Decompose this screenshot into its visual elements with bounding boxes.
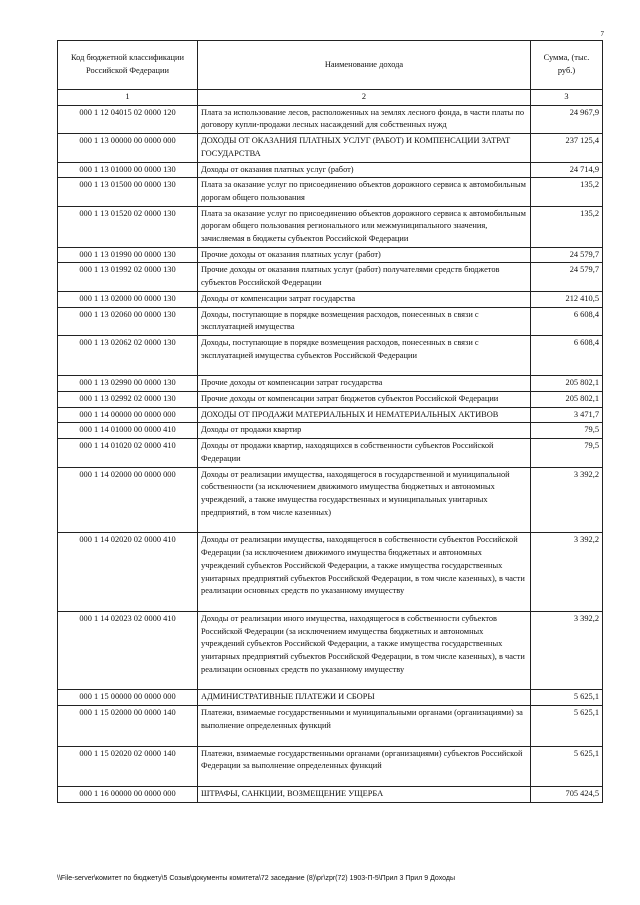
income-name-cell: Доходы от продажи квартир, находящихся в собственности субъектов Российской Федерации [198, 439, 531, 467]
amount-cell: 24 579,7 [531, 263, 603, 291]
table-row [58, 786, 603, 802]
amount-cell: 3 392,2 [531, 533, 603, 612]
table-row [58, 335, 603, 375]
income-name-cell: ШТРАФЫ, САНКЦИИ, ВОЗМЕЩЕНИЕ УЩЕРБА [198, 786, 531, 802]
amount-cell: 3 392,2 [531, 611, 603, 690]
table-row [58, 407, 603, 423]
table-row [58, 611, 603, 690]
income-name-cell: Плата за оказание услуг по присоединению объектов дорожного сервиса к автомобильным дорогам общего пользования [198, 178, 531, 206]
table-row [58, 307, 603, 335]
income-name-cell: Прочие доходы от компенсации затрат бюджетов субъектов Российской Федерации [198, 392, 531, 408]
file-path-footer: \\File-server\комитет по бюджету\5 Созыв\документы комитета\72 заседание (8)\рг\zpr(72) 1903-П-5\Прил 3 Прил 9 Доходы [57, 875, 455, 882]
budget-code-cell: 000 1 13 00000 00 0000 000 [58, 134, 198, 162]
column-number: 1 [58, 90, 198, 106]
table-row [58, 439, 603, 467]
budget-code-cell: 000 1 14 00000 00 0000 000 [58, 407, 198, 423]
table-row [58, 263, 603, 291]
amount-cell: 212 410,5 [531, 291, 603, 307]
budget-code-cell: 000 1 14 01000 00 0000 410 [58, 423, 198, 439]
income-name-cell: Доходы от реализации имущества, находящегося в собственности субъектов Российской Федерации (за исключением движимого имущества бюджетных и автономных учреждений субъектов Российской Федерации, а также имущества государственных унитарных предприятий субъектов Российской Федерации, в том числе казенных), в части реализации основных средств по указанному имуществу [198, 533, 531, 612]
amount-cell: 6 608,4 [531, 335, 603, 375]
page-number: 7 [600, 30, 604, 38]
amount-cell: 5 625,1 [531, 690, 603, 706]
amount-cell: 5 625,1 [531, 746, 603, 786]
budget-code-cell: 000 1 15 02020 02 0000 140 [58, 746, 198, 786]
column-number-row [58, 90, 603, 106]
budget-code-cell: 000 1 15 00000 00 0000 000 [58, 690, 198, 706]
table-row [58, 706, 603, 746]
amount-cell: 24 967,9 [531, 105, 603, 133]
table-row [58, 467, 603, 533]
header-row [58, 41, 603, 90]
table-row [58, 376, 603, 392]
table-body [58, 105, 603, 802]
income-name-cell: АДМИНИСТРАТИВНЫЕ ПЛАТЕЖИ И СБОРЫ [198, 690, 531, 706]
amount-cell: 205 802,1 [531, 376, 603, 392]
income-name-cell: Плата за использование лесов, расположенных на землях лесного фонда, в части платы по договору купли-продажи лесных насаждений для собственных нужд [198, 105, 531, 133]
amount-cell: 79,5 [531, 423, 603, 439]
table-row [58, 247, 603, 263]
budget-code-cell: 000 1 13 01990 00 0000 130 [58, 247, 198, 263]
budget-code-cell: 000 1 13 02060 00 0000 130 [58, 307, 198, 335]
budget-code-cell: 000 1 14 02020 02 0000 410 [58, 533, 198, 612]
table-row [58, 291, 603, 307]
header-code: Код бюджетной классификации Российской Федерации [58, 41, 198, 90]
income-name-cell: Доходы от компенсации затрат государства [198, 291, 531, 307]
income-name-cell: Доходы от реализации имущества, находящегося в государственной и муниципальной собственности (за исключением движимого имущества бюджетных и автономных учреждений, а также имущества государственных и муниципальных унитарных предприятий, в том числе казенных) [198, 467, 531, 533]
income-name-cell: Прочие доходы от оказания платных услуг (работ) получателями средств бюджетов субъектов Российской Федерации [198, 263, 531, 291]
budget-code-cell: 000 1 13 02992 02 0000 130 [58, 392, 198, 408]
budget-code-cell: 000 1 16 00000 00 0000 000 [58, 786, 198, 802]
amount-cell: 24 579,7 [531, 247, 603, 263]
amount-cell: 24 714,9 [531, 162, 603, 178]
income-name-cell: Доходы от оказания платных услуг (работ) [198, 162, 531, 178]
amount-cell: 5 625,1 [531, 706, 603, 746]
budget-code-cell: 000 1 13 01520 02 0000 130 [58, 206, 198, 247]
income-name-cell: Доходы от продажи квартир [198, 423, 531, 439]
budget-code-cell: 000 1 14 02023 02 0000 410 [58, 611, 198, 690]
income-name-cell: Доходы, поступающие в порядке возмещения расходов, понесенных в связи с эксплуатацией имущества [198, 307, 531, 335]
budget-code-cell: 000 1 13 01500 00 0000 130 [58, 178, 198, 206]
table-row [58, 162, 603, 178]
table-row [58, 134, 603, 162]
budget-code-cell: 000 1 15 02000 00 0000 140 [58, 706, 198, 746]
table-row [58, 423, 603, 439]
table-row [58, 178, 603, 206]
amount-cell: 135,2 [531, 178, 603, 206]
column-number: 3 [531, 90, 603, 106]
budget-code-cell: 000 1 13 01992 02 0000 130 [58, 263, 198, 291]
budget-code-cell: 000 1 14 01020 02 0000 410 [58, 439, 198, 467]
income-name-cell: Прочие доходы от оказания платных услуг (работ) [198, 247, 531, 263]
amount-cell: 3 392,2 [531, 467, 603, 533]
amount-cell: 6 608,4 [531, 307, 603, 335]
amount-cell: 3 471,7 [531, 407, 603, 423]
amount-cell: 205 802,1 [531, 392, 603, 408]
income-name-cell: ДОХОДЫ ОТ ПРОДАЖИ МАТЕРИАЛЬНЫХ И НЕМАТЕРИАЛЬНЫХ АКТИВОВ [198, 407, 531, 423]
table-row [58, 533, 603, 612]
income-name-cell: Платежи, взимаемые государственными органами (организациями) субъектов Российской Федерации за выполнение определенных функций [198, 746, 531, 786]
budget-code-cell: 000 1 13 02062 02 0000 130 [58, 335, 198, 375]
column-number: 2 [198, 90, 531, 106]
revenue-table [57, 40, 603, 803]
table-row [58, 746, 603, 786]
income-name-cell: Доходы от реализации иного имущества, находящегося в собственности субъектов Российской Федерации (за исключением имущества бюджетных и автономных учреждений субъектов Российской Федерации, а также имущества государственных унитарных предприятий субъектов Российской Федерации, в том числе казенных), в части реализации основных средств по указанному имуществу [198, 611, 531, 690]
header-name: Наименование дохода [198, 41, 531, 90]
budget-code-cell: 000 1 13 02000 00 0000 130 [58, 291, 198, 307]
header-amount: Сумма, (тыс. руб.) [531, 41, 603, 90]
amount-cell: 135,2 [531, 206, 603, 247]
income-name-cell: Прочие доходы от компенсации затрат государства [198, 376, 531, 392]
income-name-cell: Платежи, взимаемые государственными и муниципальными органами (организациями) за выполнение определенных функций [198, 706, 531, 746]
table-row [58, 690, 603, 706]
amount-cell: 705 424,5 [531, 786, 603, 802]
amount-cell: 79,5 [531, 439, 603, 467]
income-name-cell: Плата за оказание услуг по присоединению объектов дорожного сервиса к автомобильным дорогам общего пользования регионального или межмуниципального значения, зачисляемая в бюджеты субъектов Российской Федерации [198, 206, 531, 247]
budget-code-cell: 000 1 13 01000 00 0000 130 [58, 162, 198, 178]
income-name-cell: Доходы, поступающие в порядке возмещения расходов, понесенных в связи с эксплуатацией имущества субъектов Российской Федерации [198, 335, 531, 375]
budget-code-cell: 000 1 12 04015 02 0000 120 [58, 105, 198, 133]
amount-cell: 237 125,4 [531, 134, 603, 162]
budget-code-cell: 000 1 13 02990 00 0000 130 [58, 376, 198, 392]
income-name-cell: ДОХОДЫ ОТ ОКАЗАНИЯ ПЛАТНЫХ УСЛУГ (РАБОТ) И КОМПЕНСАЦИИ ЗАТРАТ ГОСУДАРСТВА [198, 134, 531, 162]
table-row [58, 206, 603, 247]
table-row [58, 105, 603, 133]
budget-code-cell: 000 1 14 02000 00 0000 000 [58, 467, 198, 533]
table-row [58, 392, 603, 408]
